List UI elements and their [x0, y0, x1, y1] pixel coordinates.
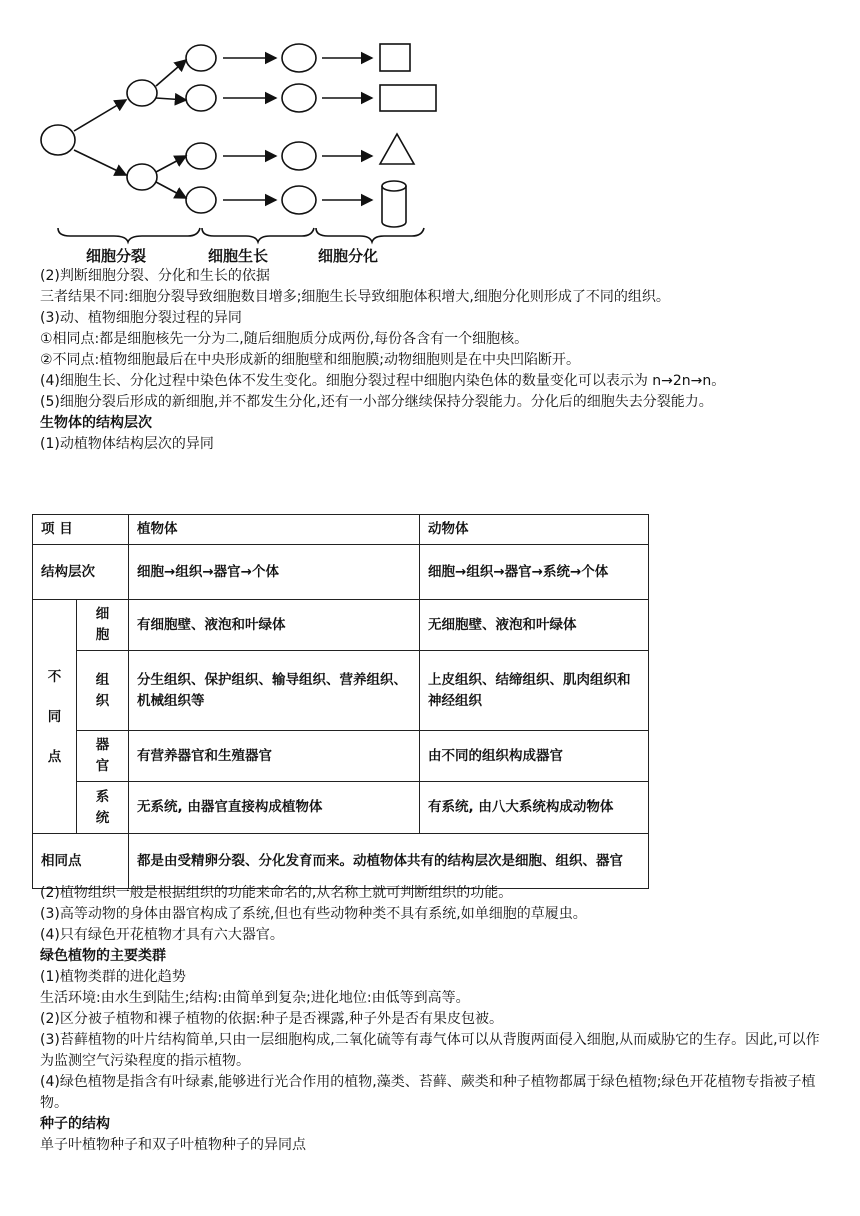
- grown-cell-row4: [282, 186, 316, 214]
- para-plants-1-heading: (1)植物类群的进化趋势: [40, 969, 186, 985]
- sub-tissue-text: 组织: [95, 671, 110, 709]
- para-4: (4)细胞生长、分化过程中染色体不发生变化。细胞分裂过程中细胞内染色体的数量变化可以表示为 n→2n→n。: [40, 373, 726, 389]
- para-3-heading: (3)动、植物细胞分裂过程的异同: [40, 310, 242, 326]
- tissue-plant: 分生组织、保护组织、输导组织、营养组织、机械组织等: [129, 651, 420, 731]
- brace-growth: [202, 228, 314, 242]
- section-heading-plants: 绿色植物的主要类群: [40, 948, 166, 964]
- para-structure-3: (3)高等动物的身体由器官构成了系统,但也有些动物种类不具有系统,如单细胞的草履虫。: [40, 906, 587, 922]
- cell-process-diagram: [30, 30, 450, 270]
- brace-division: [58, 228, 200, 242]
- para-3-same: ①相同点:都是细胞核先一分为二,随后细胞质分成两份,每份各含有一个细胞核。: [40, 331, 529, 347]
- grown-cell-row2: [282, 84, 316, 112]
- label-growth: 细胞生长: [208, 247, 269, 265]
- th-animal: 动物体: [420, 515, 649, 545]
- diff-square: [380, 44, 410, 71]
- section-heading-structure: 生物体的结构层次: [40, 415, 152, 431]
- same-label: 相同点: [33, 834, 129, 889]
- row-levels-animal: 细胞→组织→器官→系统→个体: [420, 545, 649, 600]
- th-item: 项 目: [33, 515, 129, 545]
- organ-plant: 有营养器官和生殖器官: [129, 731, 420, 782]
- para-3-diff: ②不同点:植物细胞最后在中央形成新的细胞壁和细胞膜;动物细胞则是在中央凹陷断开。: [40, 352, 580, 368]
- para-structure-1: (1)动植物体结构层次的异同: [40, 436, 214, 452]
- brace-differentiation: [316, 228, 424, 242]
- sub-system: [77, 782, 129, 834]
- diff-rectangle: [380, 85, 436, 111]
- sub-cell-text: 细胞: [95, 606, 110, 643]
- cell-row3: [186, 143, 216, 169]
- para-plants-4: (4)绿色植物是指含有叶绿素,能够进行光合作用的植物,藻类、苔藓、蕨类和种子植物都属于绿色植物;绿色开花植物专指被子植物。: [40, 1074, 816, 1111]
- cell-div-upper: [127, 80, 157, 106]
- row-levels-plant: 细胞→组织→器官→个体: [129, 545, 420, 600]
- grown-cell-row3: [282, 142, 316, 170]
- diff-cylinder: [382, 181, 406, 227]
- tissue-animal: 上皮组织、结缔组织、肌肉组织和神经组织: [420, 651, 649, 731]
- sub-cell: [77, 600, 129, 651]
- para-5: (5)细胞分裂后形成的新细胞,并不都发生分化,还有一小部分继续保持分裂能力。分化后的细胞失去分裂能力。: [40, 394, 713, 410]
- text-block-bottom: [40, 883, 822, 1156]
- th-plant: 植物体: [129, 515, 420, 545]
- sub-organ-text: 器官: [95, 737, 110, 774]
- arrow-divide-lower: [74, 150, 126, 175]
- row-levels-label: 结构层次: [33, 545, 129, 600]
- label-differentiation: 细胞分化: [318, 247, 379, 265]
- diff-triangle: [380, 134, 414, 164]
- label-division: 细胞分裂: [86, 247, 147, 265]
- cell-div-lower: [127, 164, 157, 190]
- cell-origin: [41, 125, 75, 155]
- cell-row4: [186, 187, 216, 213]
- system-animal: 有系统, 由八大系统构成动物体: [420, 782, 649, 834]
- cell-row2: [186, 85, 216, 111]
- cell-row1: [186, 45, 216, 71]
- diff-label-text: 不同点: [47, 668, 62, 765]
- para-2-body: 三者结果不同:细胞分裂导致细胞数目增多;细胞生长导致细胞体积增大,细胞分化则形成了不同的组织。: [40, 289, 670, 305]
- comparison-table: [32, 514, 649, 889]
- arrow-divide-upper: [74, 100, 126, 131]
- para-plants-2: (2)区分被子植物和裸子植物的依据:种子是否裸露,种子外是否有果皮包被。: [40, 1011, 503, 1027]
- diff-label: [33, 600, 77, 834]
- system-plant: 无系统, 由器官直接构成植物体: [129, 782, 420, 834]
- section-heading-seed: 种子的结构: [40, 1116, 110, 1132]
- same-text: 都是由受精卵分裂、分化发育而来。动植物体共有的结构层次是细胞、组织、器官: [129, 834, 649, 889]
- para-plants-1-body: 生活环境:由水生到陆生;结构:由简单到复杂;进化地位:由低等到高等。: [40, 990, 470, 1006]
- sub-organ: [77, 731, 129, 782]
- cell-plant: 有细胞壁、液泡和叶绿体: [129, 600, 420, 651]
- sub-tissue: [77, 651, 129, 731]
- grown-cell-row1: [282, 44, 316, 72]
- organ-animal: 由不同的组织构成器官: [420, 731, 649, 782]
- text-block-top: [40, 266, 822, 455]
- cell-animal: 无细胞壁、液泡和叶绿体: [420, 600, 649, 651]
- para-seed: 单子叶植物种子和双子叶植物种子的异同点: [40, 1137, 306, 1153]
- para-structure-2: (2)植物组织一般是根据组织的功能来命名的,从名称上就可判断组织的功能。: [40, 885, 513, 901]
- para-2-heading: (2)判断细胞分裂、分化和生长的依据: [40, 268, 270, 284]
- para-structure-4: (4)只有绿色开花植物才具有六大器官。: [40, 927, 284, 943]
- sub-system-text: 系统: [95, 788, 110, 826]
- para-plants-3: (3)苔藓植物的叶片结构简单,只由一层细胞构成,二氧化硫等有毒气体可以从背腹两面侵入细胞,从而威胁它的生存。因此,可以作为监测空气污染程度的指示植物。: [40, 1032, 820, 1069]
